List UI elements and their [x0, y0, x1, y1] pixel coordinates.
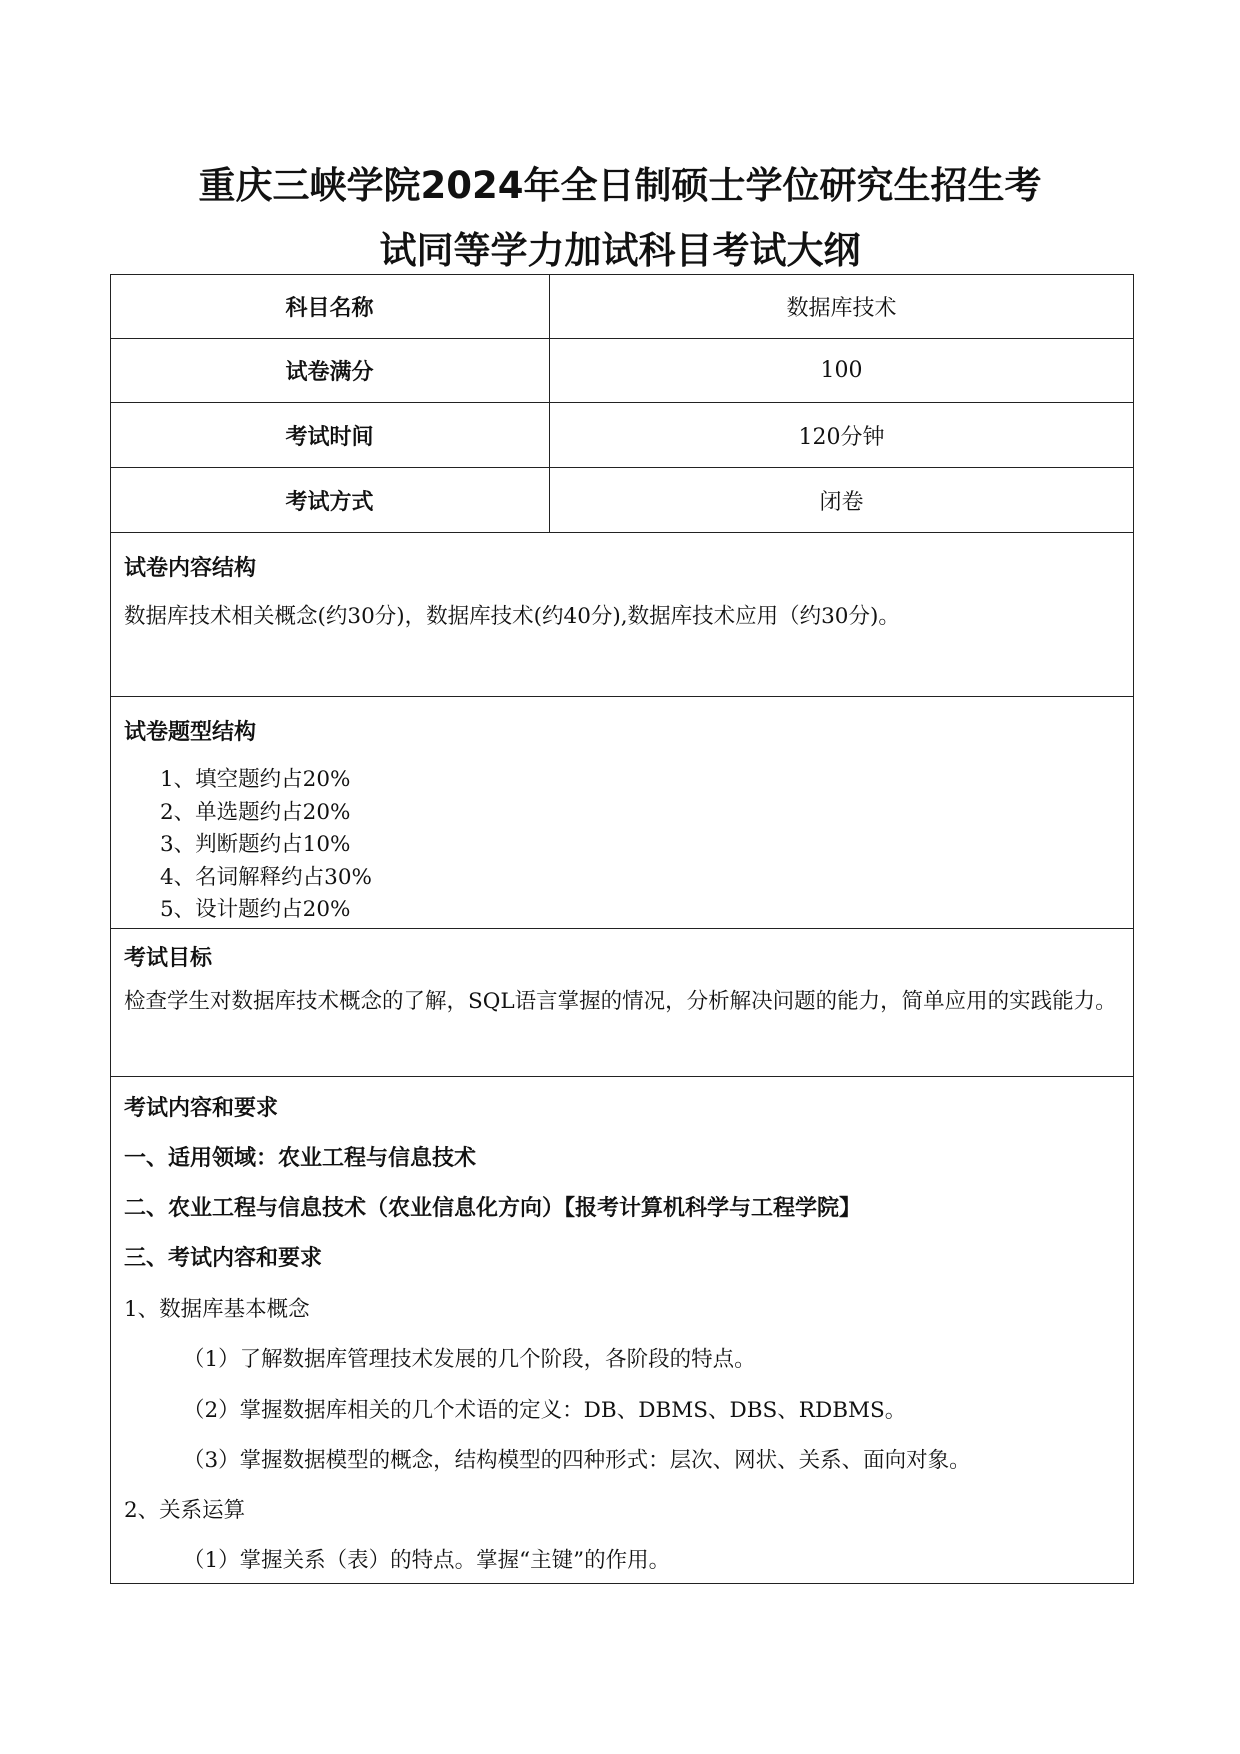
section1-item: （3）掌握数据模型的概念，结构模型的四种形式：层次、网状、关系、面向对象。 — [183, 1448, 971, 1473]
content-structure-heading: 试卷内容结构 — [124, 556, 257, 581]
full-score-value: 100 — [820, 357, 863, 383]
question-type-item: 3、判断题约占10% — [160, 832, 351, 857]
section1-item: （2）掌握数据库相关的几个术语的定义：DB、DBMS、DBS、RDBMS。 — [183, 1398, 907, 1423]
exam-goal-heading: 考试目标 — [124, 946, 213, 971]
table-rule — [110, 1076, 1134, 1077]
section2-title: 2、关系运算 — [124, 1498, 246, 1523]
question-type-item: 4、名词解释约占30% — [160, 865, 372, 890]
exam-mode-label: 考试方式 — [285, 489, 374, 515]
subject-name-value: 数据库技术 — [786, 295, 897, 321]
question-types-heading: 试卷题型结构 — [124, 720, 257, 745]
question-type-item: 2、单选题约占20% — [160, 800, 351, 825]
applicable-field-line: 一、适用领域：农业工程与信息技术 — [124, 1146, 477, 1171]
table-rule — [110, 696, 1134, 697]
question-type-item: 1、填空题约占20% — [160, 767, 351, 792]
exam-time-value: 120分钟 — [798, 424, 885, 450]
exam-mode-value: 闭卷 — [819, 489, 864, 515]
section2-item: （1）掌握关系（表）的特点。掌握“主键”的作用。 — [183, 1548, 671, 1573]
content-requirements-line: 三、考试内容和要求 — [124, 1246, 323, 1271]
table-rule — [110, 928, 1134, 929]
subject-name-label: 科目名称 — [285, 295, 374, 321]
section1-item: （1）了解数据库管理技术发展的几个阶段，各阶段的特点。 — [183, 1347, 756, 1372]
exam-goal-text: 检查学生对数据库技术概念的了解，SQL语言掌握的情况，分析解决问题的能力，简单应用的实践能力。 — [124, 989, 1117, 1014]
full-score-label: 试卷满分 — [285, 359, 374, 385]
table-rule — [110, 532, 1134, 533]
exam-content-heading: 考试内容和要求 — [124, 1096, 279, 1121]
document-title-line1: 重庆三峡学院2024年全日制硕士学位研究生招生考 — [198, 164, 1042, 207]
exam-time-label: 考试时间 — [285, 424, 374, 450]
question-type-item: 5、设计题约占20% — [160, 897, 351, 922]
section1-title: 1、数据库基本概念 — [124, 1297, 310, 1322]
direction-line: 二、农业工程与信息技术（农业信息化方向）【报考计算机科学与工程学院】 — [124, 1196, 862, 1221]
document-title-line2: 试同等学力加试科目考试大纲 — [379, 229, 861, 272]
content-structure-text: 数据库技术相关概念(约30分)，数据库技术(约40分),数据库技术应用（约30分)。 — [124, 604, 900, 629]
